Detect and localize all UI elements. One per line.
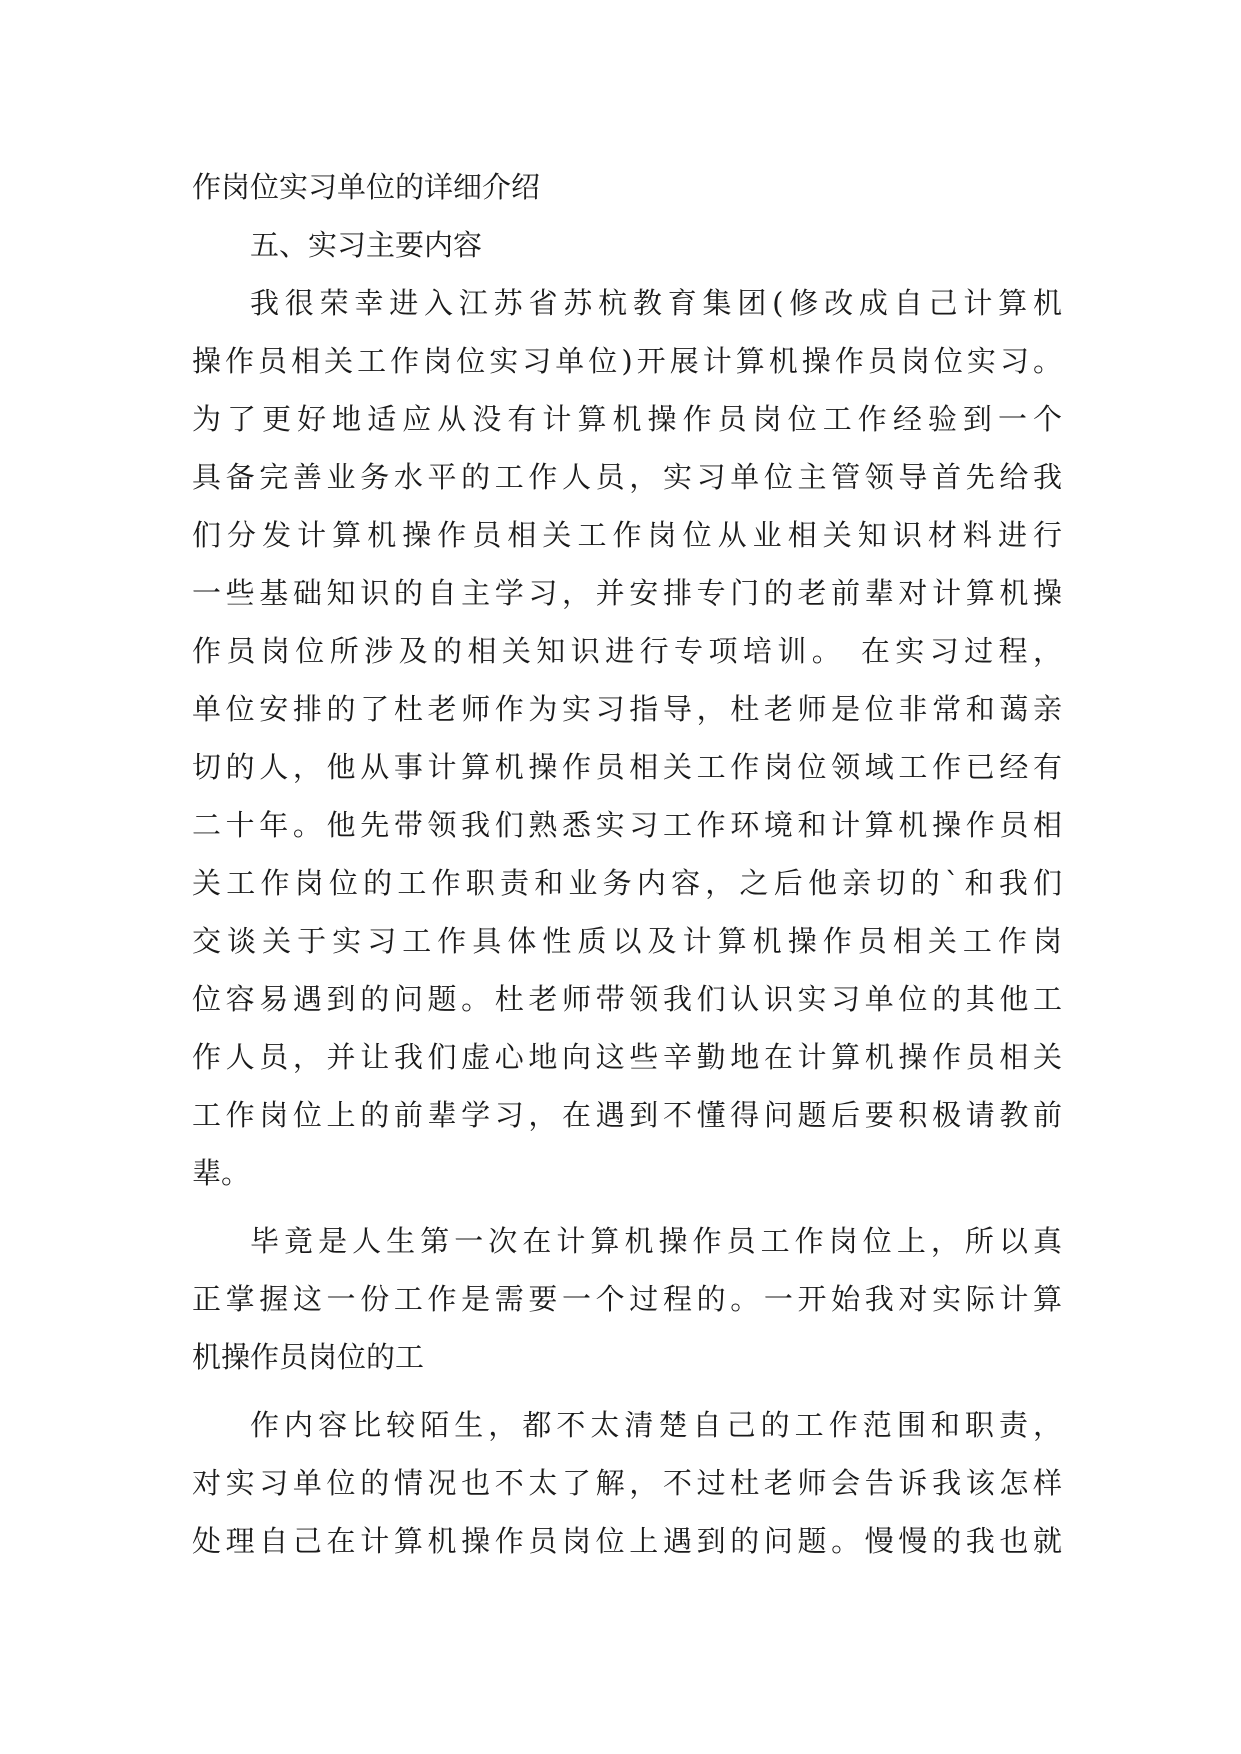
- text-line: 操作员相关工作岗位实习单位)开展计算机操作员岗位实习。: [192, 344, 1062, 378]
- text-line: 工作岗位上的前辈学习，在遇到不懂得问题后要积极请教前: [192, 1098, 1062, 1132]
- text-line: 位容易遇到的问题。杜老师带领我们认识实习单位的其他工: [192, 982, 1062, 1016]
- paragraph-gap: [192, 1202, 1062, 1212]
- text-line: 机操作员岗位的工: [192, 1340, 425, 1374]
- text-line: 切的人，他从事计算机操作员相关工作岗位领域工作已经有: [192, 750, 1062, 784]
- text-line: 正掌握这一份工作是需要一个过程的。一开始我对实际计算: [192, 1282, 1062, 1316]
- text-line: 们分发计算机操作员相关工作岗位从业相关知识材料进行: [192, 518, 1062, 552]
- text-line: 一些基础知识的自主学习，并安排专门的老前辈对计算机操: [192, 576, 1062, 610]
- text-line: 单位安排的了杜老师作为实习指导，杜老师是位非常和蔼亲: [192, 692, 1062, 726]
- text-line: 我很荣幸进入江苏省苏杭教育集团(修改成自己计算机: [250, 286, 1062, 320]
- document-body: [192, 158, 1062, 1570]
- text-line: 毕竟是人生第一次在计算机操作员工作岗位上，所以真: [250, 1224, 1062, 1258]
- text-line: 处理自己在计算机操作员岗位上遇到的问题。慢慢的我也就: [192, 1524, 1062, 1558]
- paragraph-gap: [192, 1386, 1062, 1396]
- text-line: 交谈关于实习工作具体性质以及计算机操作员相关工作岗: [192, 924, 1062, 958]
- text-line: 对实习单位的情况也不太了解，不过杜老师会告诉我该怎样: [192, 1466, 1062, 1500]
- section-heading: 五、实习主要内容: [250, 228, 483, 262]
- text-line: 作岗位实习单位的详细介绍: [192, 170, 541, 204]
- text-line: 二十年。他先带领我们熟悉实习工作环境和计算机操作员相: [192, 808, 1062, 842]
- text-line: 关工作岗位的工作职责和业务内容，之后他亲切的`和我们: [192, 866, 1062, 900]
- text-line: 为了更好地适应从没有计算机操作员岗位工作经验到一个: [192, 402, 1062, 436]
- text-line: 辈。: [192, 1156, 251, 1190]
- text-line: 作员岗位所涉及的相关知识进行专项培训。 在实习过程，: [192, 634, 1062, 668]
- text-line: 作内容比较陌生，都不太清楚自己的工作范围和职责，: [250, 1408, 1062, 1442]
- text-line: 具备完善业务水平的工作人员，实习单位主管领导首先给我: [192, 460, 1062, 494]
- text-line: 作人员，并让我们虚心地向这些辛勤地在计算机操作员相关: [192, 1040, 1062, 1074]
